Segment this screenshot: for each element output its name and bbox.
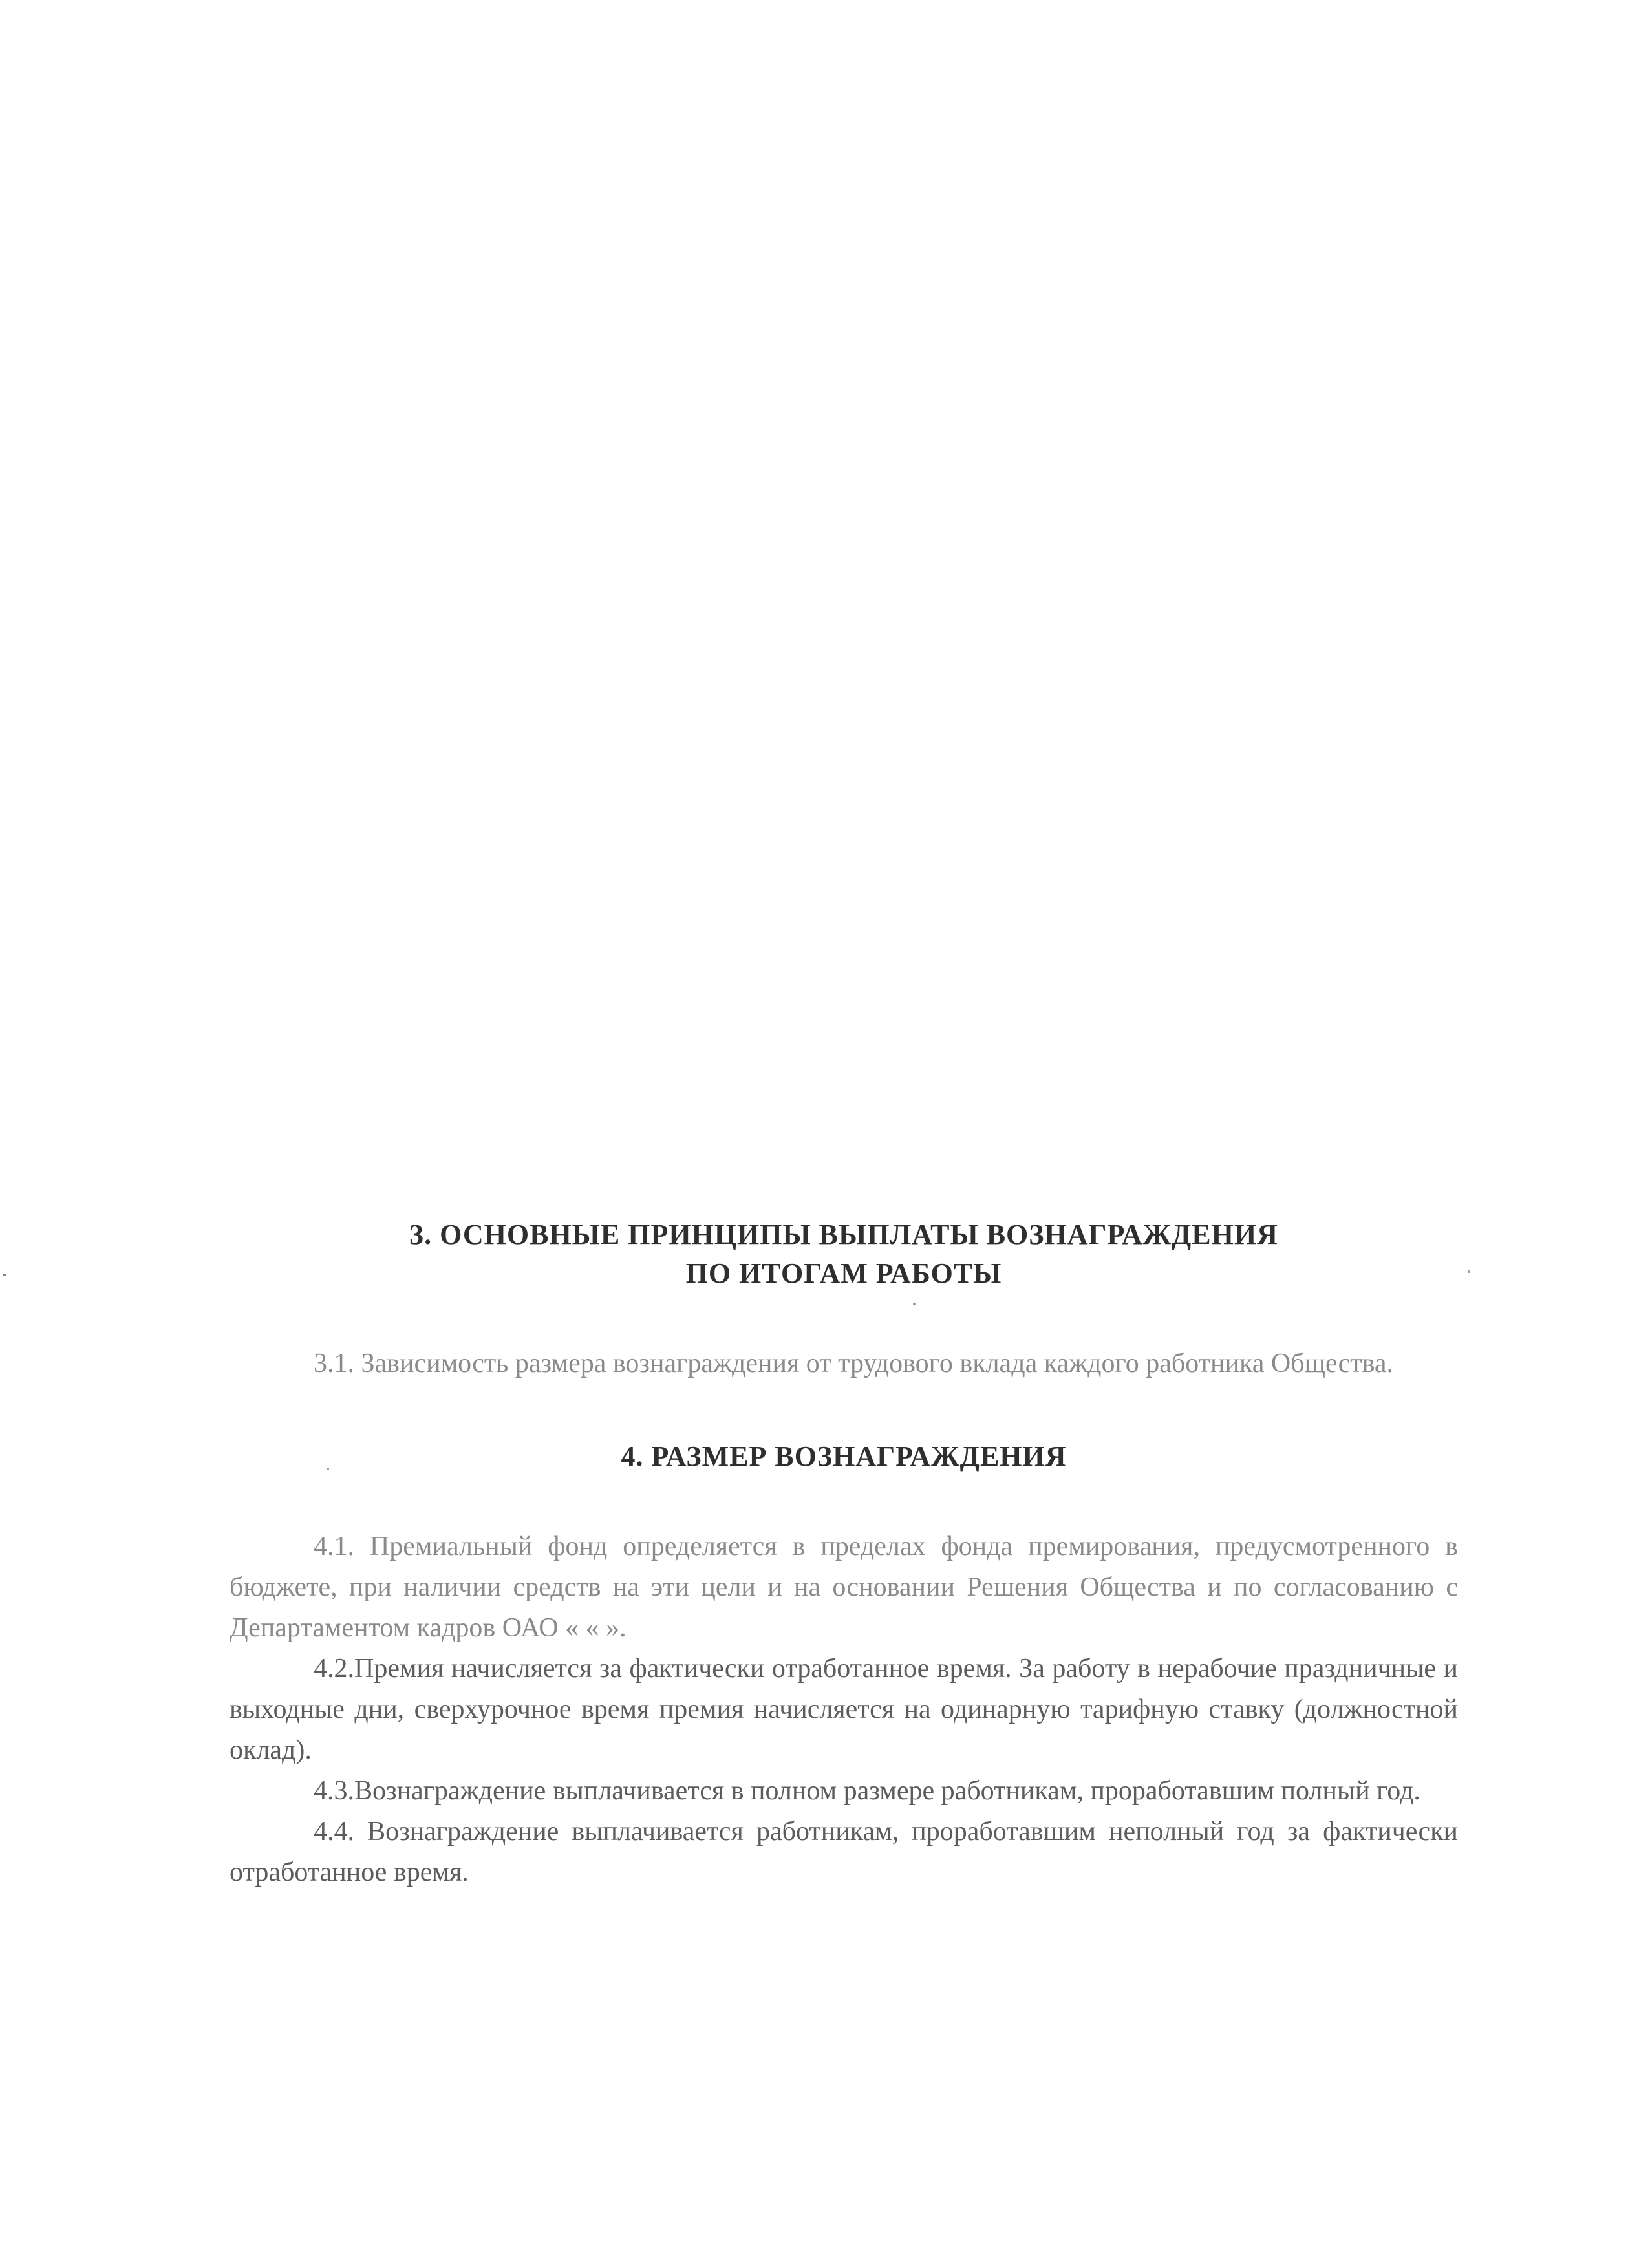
paragraph-4-2: 4.2.Премия начисляется за фактически отработанное время. За работу в нерабочие праздничные и выходные дни, сверхурочное время премия начисляется на одинарную тарифную ставку (должностной оклад).: [230, 1654, 1458, 1765]
paragraph-4-3: 4.3.Вознаграждение выплачивается в полном размере работникам, проработавшим полный год.: [314, 1776, 1420, 1806]
section-4-body: [230, 1526, 1458, 1893]
scan-speck: [1468, 1270, 1470, 1273]
section-3-heading-line1: 3. ОСНОВНЫЕ ПРИНЦИПЫ ВЫПЛАТЫ ВОЗНАГРАЖДЕНИЯ: [409, 1219, 1278, 1250]
section-3-heading: [230, 1215, 1458, 1293]
section-3-heading-line2: ПО ИТОГАМ РАБОТЫ: [685, 1257, 1002, 1289]
paragraph-3-1: 3.1. Зависимость размера вознаграждения от трудового вклада каждого работника Общества.: [314, 1349, 1394, 1378]
section-4-heading: 4. РАЗМЕР ВОЗНАГРАЖДЕНИЯ: [621, 1440, 1067, 1472]
scan-edge-mark: [3, 1274, 6, 1276]
document-body: [230, 1215, 1458, 1893]
paragraph-4-4: 4.4. Вознаграждение выплачивается работникам, проработавшим неполный год за фактически отработанное время.: [230, 1817, 1458, 1887]
paragraph-4-1: 4.1. Премиальный фонд определяется в пределах фонда премирования, предусмотренного в бюджете, при наличии средств на эти цели и на основании Решения Общества и по согласованию с Департаментом кадров ОАО « « ».: [230, 1532, 1458, 1643]
